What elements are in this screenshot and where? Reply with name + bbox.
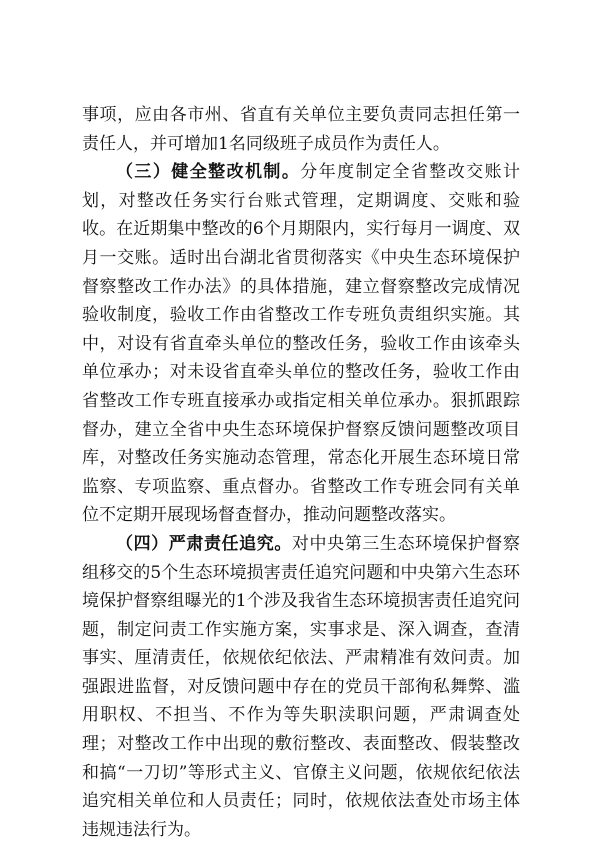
paragraph-continuation xyxy=(82,101,520,158)
document-body xyxy=(82,101,520,844)
paragraph-text: 事项，应由各市州、省直有关单位主要负责同志担任第一责任人，并可增加1名同级班子成员作为责任人。 xyxy=(82,105,520,154)
paragraph-text: 对中央第三生态环境保护督察组移交的5个生态环境损害责任追究问题和中央第六生态环境保护督察组曝光的1个涉及我省生态环境损害责任追究问题，制定问责工作实施方案，实事求是、深入调查，查清事实、厘清责任，依规依纪依法、严肃精准有效问责。加强跟进监督，对反馈问题中存在的党员干部徇私舞弊、滥用职权、不担当、不作为等失职渎职问题，严肃调查处理；对整改工作中出现的敷衍整改、表面整改、假装整改和搞“一刀切”等形式主义、官僚主义问题，依规依纪依法追究相关单位和人员责任；同时，依规依法查处市场主体违规违法行为。 xyxy=(82,533,521,840)
paragraph-section-3 xyxy=(82,158,520,530)
paragraph-section-4 xyxy=(82,530,520,845)
section-heading-3: （三）健全整改机制。 xyxy=(116,162,301,183)
section-heading-4: （四）严肃责任追究。 xyxy=(116,533,292,554)
paragraph-text: 分年度制定全省整改交账计划，对整改任务实行台账式管理，定期调度、交账和验收。在近期集中整改的6个月期限内，实行每月一调度、双月一交账。适时出台湖北省贯彻落实《中央生态环境保护督察整改工作办法》的具体措施，建立督察整改完成情况验收制度，验收工作由省整改工作专班负责组织实施。其中，对设有省直牵头单位的整改任务，验收工作由该牵头单位承办；对未设省直牵头单位的整改任务，验收工作由省整改工作专班直接承办或指定相关单位承办。狠抓跟踪督办，建立全省中央生态环境保护督察反馈问题整改项目库，对整改任务实施动态管理，常态化开展生态环境日常监察、专项监察、重点督办。省整改工作专班会同有关单位不定期开展现场督查督办，推动问题整改落实。 xyxy=(82,162,521,526)
